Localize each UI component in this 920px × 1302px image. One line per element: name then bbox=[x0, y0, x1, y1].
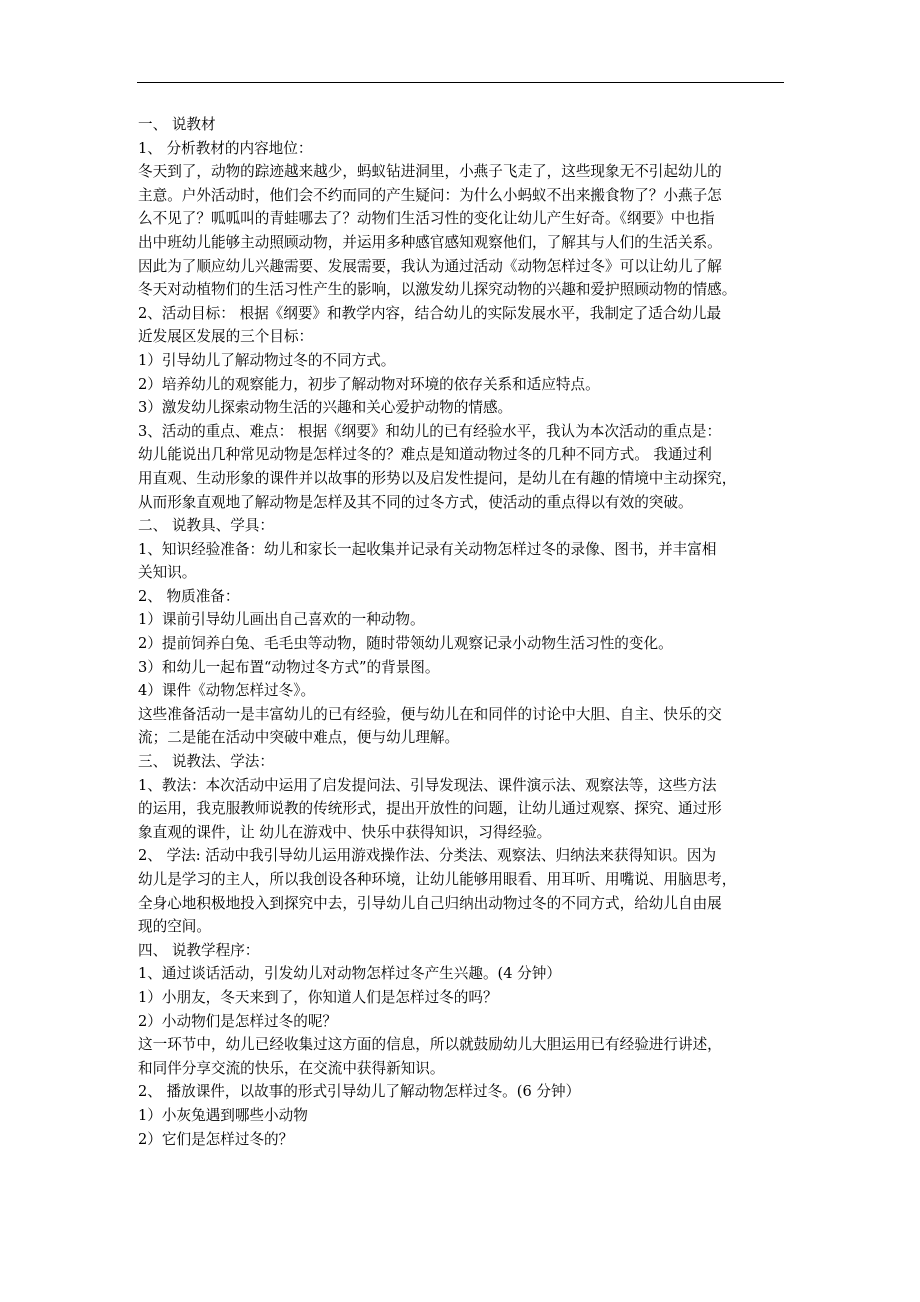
text-line: 1）课前引导幼儿画出自己喜欢的一种动物。 bbox=[138, 611, 425, 629]
text-line: 1）小朋友，冬天来到了，你知道人们是怎样过冬的吗？ bbox=[138, 988, 498, 1006]
text-line: 四、 说教学程序： bbox=[138, 941, 260, 959]
text-line: 1）小灰兔遇到哪些小动物 bbox=[138, 1106, 308, 1124]
text-line: 主意。户外活动时，他们会不约而同的产生疑问：为什么小蚂蚁不出来搬食物了？小燕子怎 bbox=[138, 186, 722, 204]
text-line: 从而形象直观地了解动物是怎样及其不同的过冬方式，使活动的重点得以有效的突破。 bbox=[138, 493, 693, 511]
text-line: 二、 说教具、学具： bbox=[138, 517, 274, 535]
text-line: 流；二是能在活动中突破中难点，便与幼儿理解。 bbox=[138, 729, 460, 747]
text-line: 全身心地积极地投入到探究中去，引导幼儿自己归纳出动物过冬的不同方式，给幼儿自由展 bbox=[138, 894, 722, 912]
text-line: 1）引导幼儿了解动物过冬的不同方式。 bbox=[138, 351, 396, 369]
text-line: 2）培养幼儿的观察能力，初步了解动物对环境的依存关系和适应特点。 bbox=[138, 375, 600, 393]
text-line: 3、活动的重点、难点： 根据《纲要》和幼儿的已有经验水平，我认为本次活动的重点是： bbox=[138, 422, 722, 440]
text-line: 2、 学法: 活动中我引导幼儿运用游戏操作法、分类法、观察法、归纳法来获得知识。因为 bbox=[138, 847, 717, 865]
header-rule bbox=[137, 82, 784, 83]
text-line: 2、 播放课件，以故事的形式引导幼儿了解动物怎样过冬。(6 分钟） bbox=[138, 1083, 581, 1101]
text-line: 象直观的课件，让 幼儿在游戏中、快乐中获得知识，习得经验。 bbox=[138, 823, 552, 841]
text-line: 的运用，我克服教师说教的传统形式，提出开放性的问题，让幼儿通过观察、探究、通过形 bbox=[138, 800, 722, 818]
text-line: 3）和幼儿一起布置“动物过冬方式”的背景图。 bbox=[138, 658, 440, 676]
text-line: 一、 说教材 bbox=[138, 116, 216, 133]
text-line: 1、通过谈话活动，引发幼儿对动物怎样过冬产生兴趣。(4 分钟） bbox=[138, 965, 561, 983]
text-line: 1、知识经验准备：幼儿和家长一起收集并记录有关动物怎样过冬的录像、图书，并丰富相 bbox=[138, 540, 717, 558]
text-line: 冬天对动植物们的生活习性产生的影响，以激发幼儿探究动物的兴趣和爱护照顾动物的情感。 bbox=[138, 281, 737, 299]
text-line: 冬天到了，动物的踪迹越来越少，蚂蚁钻进洞里，小燕子飞走了，这些现象无不引起幼儿的 bbox=[138, 163, 722, 181]
text-line: 么不见了？呱呱叫的青蛙哪去了？动物们生活习性的变化让幼儿产生好奇。《纲要》中也指 bbox=[138, 210, 715, 228]
text-line: 这些准备活动一是丰富幼儿的已有经验，便与幼儿在和同伴的讨论中大胆、自主、快乐的交 bbox=[138, 705, 722, 723]
text-line: 和同伴分享交流的快乐，在交流中获得新知识。 bbox=[138, 1059, 445, 1077]
text-line: 1、 分析教材的内容地位： bbox=[138, 139, 313, 157]
text-line: 2、活动目标： 根据《纲要》和教学内容，结合幼儿的实际发展水平，我制定了适合幼儿最 bbox=[138, 304, 722, 322]
text-line: 现的空间。 bbox=[138, 918, 211, 936]
text-line: 幼儿是学习的主人，所以我创设各种环境，让幼儿能够用眼看、用耳听、用嘴说、用脑思考， bbox=[138, 871, 737, 888]
text-line: 用直观、生动形象的课件并以故事的形势以及启发性提问，是幼儿在有趣的情境中主动探究， bbox=[138, 469, 737, 487]
text-line: 2）它们是怎样过冬的？ bbox=[138, 1130, 294, 1148]
text-line: 三、 说教法、学法： bbox=[138, 753, 274, 771]
text-line: 因此为了顺应幼儿兴趣需要、发展需要，我认为通过活动《动物怎样过冬》可以让幼儿了解 bbox=[138, 257, 722, 275]
text-line: 出中班幼儿能够主动照顾动物，并运用多种感官感知观察他们，了解其与人们的生活关系。 bbox=[138, 233, 722, 251]
text-line: 2、 物质准备： bbox=[138, 587, 240, 605]
text-line: 4）课件《动物怎样过冬》。 bbox=[138, 682, 316, 700]
text-line: 3）激发幼儿探索动物生活的兴趣和关心爱护动物的情感。 bbox=[138, 399, 513, 417]
text-line: 幼儿能说出几种常见动物是怎样过冬的？难点是知道动物过冬的几种不同方式。 我通过利 bbox=[138, 446, 712, 464]
text-line: 2）小动物们是怎样过冬的呢？ bbox=[138, 1012, 338, 1030]
text-line: 关知识。 bbox=[138, 564, 197, 582]
text-line: 近发展区发展的三个目标： bbox=[138, 328, 314, 346]
text-line: 这一环节中，幼儿已经收集过这方面的信息，所以就鼓励幼儿大胆运用已有经验进行讲述， bbox=[138, 1036, 722, 1054]
text-line: 2）提前饲养白兔、毛毛虫等动物，随时带领幼儿观察记录小动物生活习性的变化。 bbox=[138, 635, 673, 653]
text-line: 1、教法：本次活动中运用了启发提问法、引导发现法、课件演示法、观察法等，这些方法 bbox=[138, 776, 717, 794]
document-body bbox=[138, 113, 790, 1151]
